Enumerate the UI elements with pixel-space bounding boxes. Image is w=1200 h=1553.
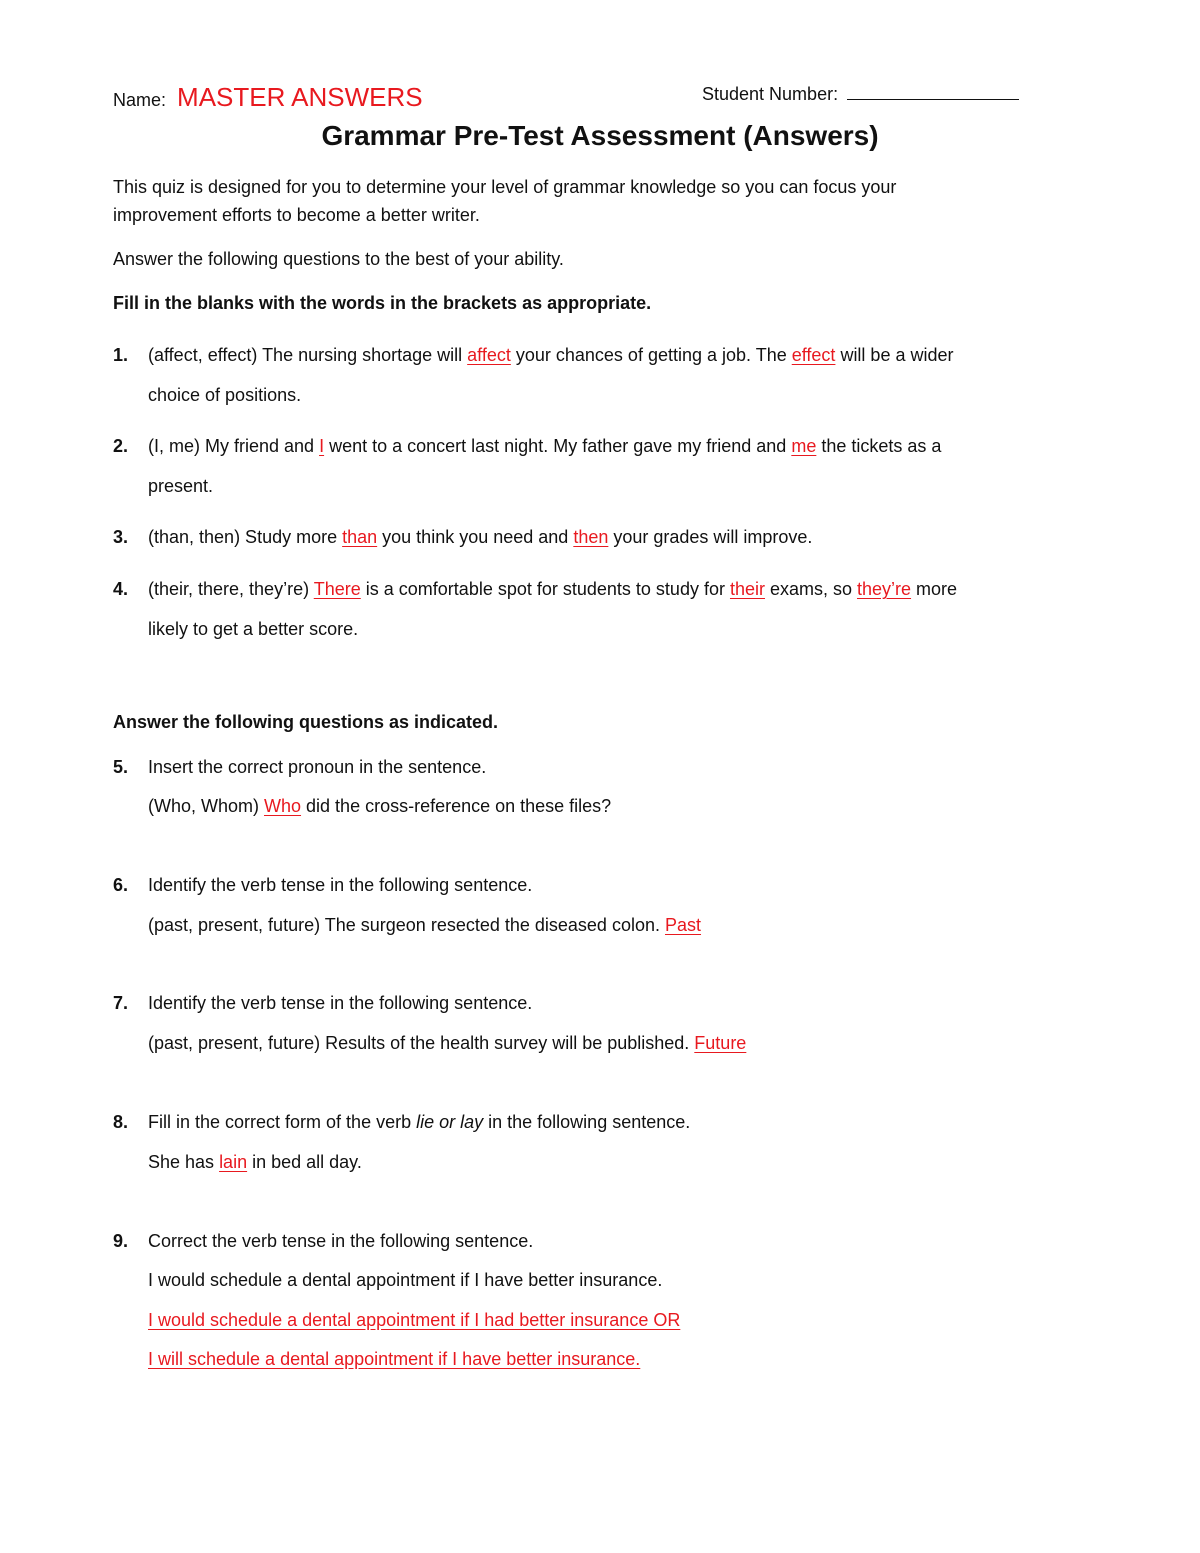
q4-line-1 [148,577,957,601]
q4-answer-2: their [729,579,765,599]
q5-text-a: (Who, Whom) [148,796,265,816]
q3-number: 3. [113,527,129,547]
intro-line-2: improvement efforts to become a better writer. [113,205,480,225]
q4-text-a: (their, there, they’re) [148,579,314,599]
q2-answer-1: I [319,436,325,456]
q8-text-a: She has [148,1152,220,1172]
q1-line-2: choice of positions. [148,385,302,405]
q9-number: 9. [113,1231,129,1251]
page-title: Grammar Pre-Test Assessment (Answers) [321,120,879,151]
q9-answer-2: I will schedule a dental appointment if I have better insurance. [148,1349,641,1369]
student-number-blank [847,81,1019,100]
q8-number: 8. [113,1112,129,1132]
student-number-row [702,81,1019,106]
q3-answer-1: than [342,527,378,547]
q9-answer-1: I would schedule a dental appointment if I had better insurance OR [148,1310,681,1330]
q6-answer: Past [664,915,702,935]
q1-text-c: will be a wider [835,345,954,365]
q4-number: 4. [113,579,129,599]
q1-line-1 [148,343,953,367]
q5-prompt: Insert the correct pronoun in the sentence. [148,757,487,777]
q6-prompt: Identify the verb tense in the following sentence. [148,875,533,895]
intro-line-1: This quiz is designed for you to determine your level of grammar knowledge so you can focus your [113,177,897,197]
q8-text-b: in bed all day. [247,1152,362,1172]
q3-text-c: your grades will improve. [608,527,813,547]
q7-sentence [148,1031,746,1055]
q8-prompt [148,1110,690,1134]
q4-text-b: is a comfortable spot for students to study for [360,579,730,599]
q2-answer-2: me [791,436,817,456]
q9-sentence: I would schedule a dental appointment if I have better insurance. [148,1270,663,1290]
q2-line-1 [148,434,941,458]
q8-prompt-b: in the following sentence. [483,1112,691,1132]
q8-prompt-em: lie or lay [416,1112,484,1132]
q5-text-b: did the cross-reference on these files? [301,796,612,816]
q4-text-d: more [911,579,958,599]
q7-number: 7. [113,993,129,1013]
q2-number: 2. [113,436,129,456]
q2-text-b: went to a concert last night. My father gave my friend and [324,436,792,456]
q8-answer: lain [219,1152,248,1172]
q2-text-c: the tickets as a [816,436,942,456]
q4-text-c: exams, so [764,579,858,599]
q3-answer-2: then [573,527,609,547]
q6-sentence [148,913,701,937]
student-number-label: Student Number: [702,84,839,104]
q1-text-a: (affect, effect) The nursing shortage will [148,345,468,365]
name-label: Name: [113,90,167,110]
q4-answer-1: There [313,579,361,599]
q6-text-a: (past, present, future) The surgeon resected the diseased colon. [148,915,665,935]
q7-answer: Future [694,1033,747,1053]
q9-prompt: Correct the verb tense in the following sentence. [148,1231,534,1251]
q3-line-1 [148,525,812,549]
q7-prompt: Identify the verb tense in the following sentence. [148,993,533,1013]
q5-number: 5. [113,757,129,777]
q1-text-b: your chances of getting a job. The [510,345,792,365]
section2-heading: Answer the following questions as indicated. [113,712,499,732]
q4-line-2: likely to get a better score. [148,619,359,639]
name-row [113,81,423,113]
q8-sentence [148,1150,362,1174]
q1-number: 1. [113,345,129,365]
name-value: MASTER ANSWERS [177,82,423,112]
q6-number: 6. [113,875,129,895]
intro-instruction: Answer the following questions to the best of your ability. [113,249,564,269]
q8-prompt-a: Fill in the correct form of the verb [148,1112,417,1132]
q5-answer: Who [264,796,302,816]
q4-answer-3: they’re [857,579,912,599]
q2-text-a: (I, me) My friend and [148,436,320,456]
q7-text-a: (past, present, future) Results of the health survey will be published. [148,1033,695,1053]
q1-answer-1: affect [467,345,511,365]
section1-heading: Fill in the blanks with the words in the brackets as appropriate. [113,293,652,313]
q3-text-b: you think you need and [377,527,574,547]
q1-answer-2: effect [791,345,836,365]
q3-text-a: (than, then) Study more [148,527,343,547]
q5-sentence [148,794,611,818]
q2-line-2: present. [148,476,214,496]
